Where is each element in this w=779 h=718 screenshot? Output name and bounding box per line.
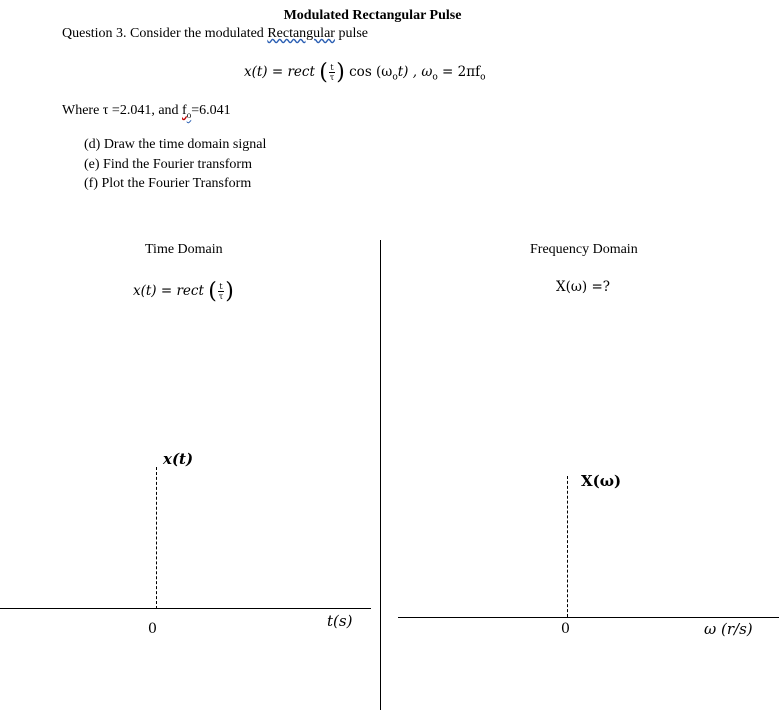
freq-domain-heading: Frequency Domain bbox=[530, 242, 638, 257]
eq-fraction bbox=[329, 63, 335, 82]
eq-cos-sub: o bbox=[392, 72, 398, 83]
question-tail: pulse bbox=[334, 26, 369, 41]
freq-y-label: X(ω) bbox=[581, 472, 622, 490]
eq-frac-num: t bbox=[330, 63, 334, 72]
time-frac-den: τ bbox=[218, 292, 224, 301]
freq-origin-label: 0 bbox=[561, 621, 570, 637]
eq-omega: ω bbox=[421, 64, 433, 80]
time-origin-label: 0 bbox=[148, 621, 157, 637]
freq-x-label: ω (r/s) bbox=[704, 620, 753, 638]
eq-rect: rect bbox=[287, 64, 315, 80]
time-fraction bbox=[218, 282, 224, 301]
eq-omega-sub: o bbox=[432, 72, 438, 83]
question-link-word: Rectangular bbox=[267, 26, 335, 41]
where-f: f bbox=[182, 103, 187, 118]
time-x-label: t(s) bbox=[327, 612, 353, 630]
freq-x-axis bbox=[398, 617, 779, 618]
eq-frac-den: τ bbox=[329, 73, 335, 82]
eq-f-sub: o bbox=[480, 72, 486, 83]
freq-y-axis bbox=[567, 476, 568, 617]
eq-cos: cos (ω bbox=[349, 64, 393, 80]
eq-lhs: x(t) = bbox=[244, 64, 288, 80]
time-close-paren: ) bbox=[225, 279, 234, 304]
document-title: Modulated Rectangular Pulse bbox=[283, 8, 462, 23]
where-prefix: Where τ =2.041, and bbox=[62, 103, 183, 118]
where-suffix: =6.041 bbox=[191, 103, 231, 118]
time-open-paren: ( bbox=[208, 279, 217, 304]
part-d: (d) Draw the time domain signal bbox=[84, 137, 267, 152]
eq-omega-rhs: = 2πf bbox=[437, 64, 481, 80]
time-x-axis bbox=[0, 608, 371, 609]
part-f: (f) Plot the Fourier Transform bbox=[84, 176, 252, 191]
time-frac-num: t bbox=[219, 282, 223, 291]
panel-divider bbox=[380, 240, 381, 710]
time-formula-rect: rect bbox=[176, 283, 204, 299]
question-lead: Question 3. Consider the modulated bbox=[62, 26, 268, 41]
question-text bbox=[62, 26, 368, 42]
eq-cos-end: t) , bbox=[397, 64, 418, 80]
eq-open-paren: ( bbox=[319, 60, 328, 85]
part-e: (e) Find the Fourier transform bbox=[84, 157, 252, 172]
time-domain-heading: Time Domain bbox=[145, 242, 223, 257]
main-equation bbox=[244, 60, 486, 85]
time-formula bbox=[133, 279, 234, 304]
time-formula-lhs: x(t) = bbox=[133, 283, 177, 299]
freq-formula: X(ω) =? bbox=[556, 279, 610, 295]
time-y-axis bbox=[156, 467, 157, 609]
where-line bbox=[62, 103, 231, 120]
where-f-sub: o bbox=[186, 109, 192, 120]
eq-close-paren: ) bbox=[336, 60, 345, 85]
time-y-label: x(t) bbox=[163, 450, 194, 468]
